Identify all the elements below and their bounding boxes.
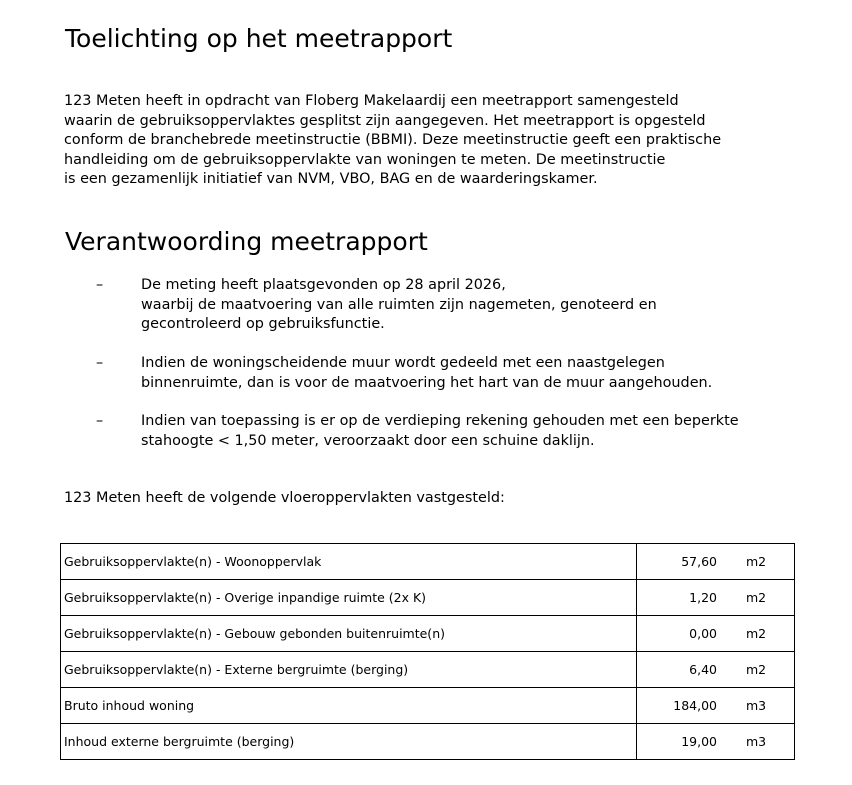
intro-title: Toelichting op het meetrapport [65, 24, 453, 53]
row-unit: m2 [717, 616, 795, 652]
row-label: Gebruiksoppervlakte(n) - Woonoppervlak [61, 544, 637, 580]
row-label: Gebruiksoppervlakte(n) - Overige inpandige ruimte (2x K) [61, 580, 637, 616]
row-value: 19,00 [637, 724, 718, 760]
row-unit: m2 [717, 580, 795, 616]
bullet-line: gecontroleerd op gebruiksfunctie. [141, 316, 385, 332]
intro-paragraph [64, 92, 721, 190]
row-label: Gebruiksoppervlakte(n) - Externe bergruimte (berging) [61, 652, 637, 688]
row-value: 57,60 [637, 544, 718, 580]
summary-text: 123 Meten heeft de volgende vloeroppervlakten vastgesteld: [64, 490, 505, 506]
table-row [61, 688, 795, 724]
intro-line: 123 Meten heeft in opdracht van Floberg Makelaardij een meetrapport samengesteld [64, 93, 679, 109]
bullet-line: stahoogte < 1,50 meter, veroorzaakt door een schuine daklijn. [141, 432, 595, 449]
row-label: Bruto inhoud woning [61, 688, 637, 724]
row-value: 6,40 [637, 652, 718, 688]
row-label: Gebruiksoppervlakte(n) - Gebouw gebonden buitenruimte(n) [61, 616, 637, 652]
row-label: Inhoud externe bergruimte (berging) [61, 724, 637, 760]
row-value: 184,00 [637, 688, 718, 724]
table-row [61, 724, 795, 760]
verantwoording-title: Verantwoording meetrapport [65, 227, 428, 256]
intro-line: conform de branchebrede meetinstructie (BBMI). Deze meetinstructie geeft een praktische [64, 132, 722, 148]
bullet-marker: – [96, 413, 104, 429]
intro-line: waarin de gebruiksoppervlaktes gesplitst zijn aangegeven. Het meetrapport is opgesteld [64, 112, 706, 129]
bullet-marker: – [96, 277, 104, 293]
area-table [60, 543, 795, 760]
row-unit: m2 [717, 544, 795, 580]
row-unit: m3 [717, 688, 795, 724]
table-row [61, 652, 795, 688]
bullet-line: binnenruimte, dan is voor de maatvoering het hart van de muur aangehouden. [141, 374, 713, 391]
row-value: 0,00 [637, 616, 718, 652]
intro-line: handleiding om de gebruiksoppervlakte van woningen te meten. De meetinstructie [64, 151, 666, 168]
row-value: 1,20 [637, 580, 718, 616]
intro-line: is een gezamenlijk initiatief van NVM, VBO, BAG en de waarderingskamer. [64, 171, 598, 187]
table-row [61, 616, 795, 652]
row-unit: m3 [717, 724, 795, 760]
bullet-line: Indien de woningscheidende muur wordt gedeeld met een naastgelegen [141, 355, 665, 371]
bullet-line: waarbij de maatvoering van alle ruimten zijn nagemeten, genoteerd en [141, 296, 657, 313]
row-unit: m2 [717, 652, 795, 688]
bullet-line: Indien van toepassing is er op de verdieping rekening gehouden met een beperkte [141, 413, 739, 429]
bullet-line: De meting heeft plaatsgevonden op 28 april 2026, [141, 277, 506, 293]
table-row [61, 580, 795, 616]
table-row [61, 544, 795, 580]
bullet-marker: – [96, 355, 104, 371]
